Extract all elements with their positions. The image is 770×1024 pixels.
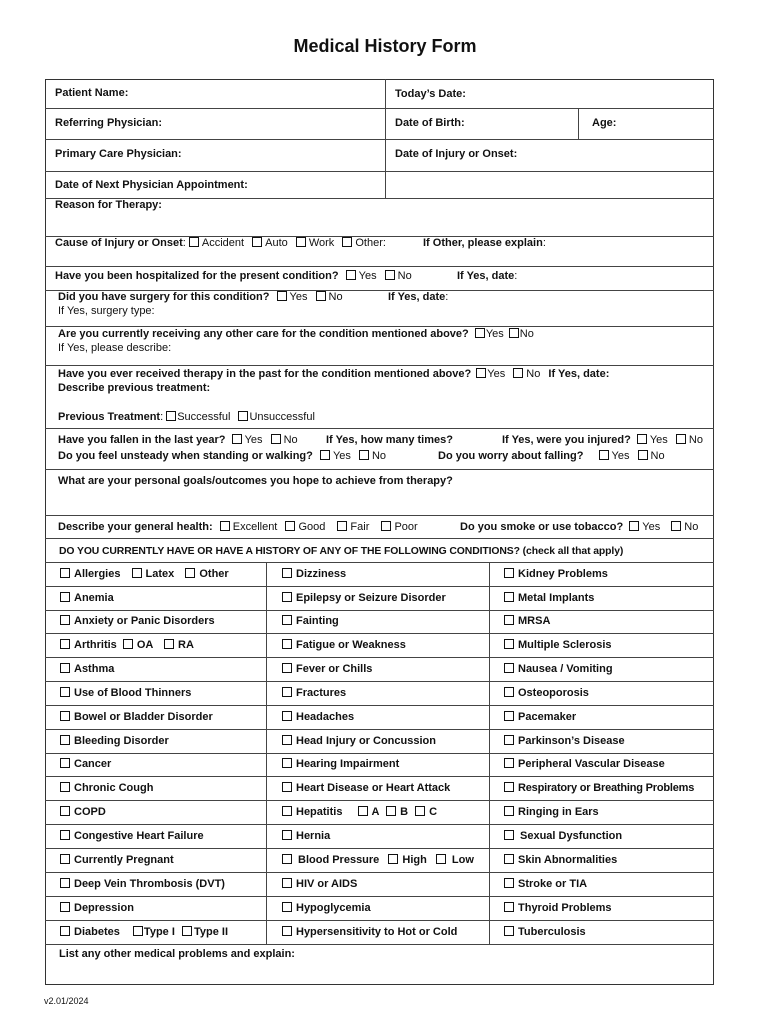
yes-label: Yes xyxy=(642,521,661,533)
hypoglycemia-checkbox[interactable] xyxy=(282,902,292,912)
condition-label: Parkinson’s Disease xyxy=(518,735,625,747)
divider xyxy=(45,896,714,897)
work-label: Work xyxy=(308,237,335,249)
copd-checkbox[interactable] xyxy=(60,806,70,816)
conditions-header: DO YOU CURRENTLY HAVE OR HAVE A HISTORY OF ANY OF THE FOLLOWING CONDITIONS? (check all that apply) xyxy=(59,546,624,557)
condition-depression xyxy=(60,902,134,915)
condition-nausea xyxy=(504,663,613,676)
condition-label: Use of Blood Thinners xyxy=(74,687,192,699)
other-care-row xyxy=(58,328,534,341)
injured-question: If Yes, were you injured? xyxy=(502,434,631,446)
auto-checkbox[interactable] xyxy=(252,237,262,247)
surgery-question: Did you have surgery for this condition? xyxy=(58,291,270,303)
yes-label: Yes xyxy=(244,434,263,446)
cause-label: Cause of Injury or Onset xyxy=(55,237,183,249)
condition-diabetes xyxy=(60,926,228,939)
hospitalized-yes-checkbox[interactable] xyxy=(346,270,356,280)
metal-implants-checkbox[interactable] xyxy=(504,592,514,602)
no-label: No xyxy=(526,368,541,380)
yes-label: Yes xyxy=(649,434,668,446)
headaches-checkbox[interactable] xyxy=(282,711,292,721)
ra-label: RA xyxy=(178,639,194,651)
condition-ms xyxy=(504,639,612,652)
kidney-checkbox[interactable] xyxy=(504,568,514,578)
smoke-row xyxy=(460,521,698,534)
mrsa-checkbox[interactable] xyxy=(504,615,514,625)
condition-respiratory xyxy=(504,782,694,795)
condition-label: Hypoglycemia xyxy=(296,902,371,914)
condition-epilepsy xyxy=(282,592,446,605)
goals-label: What are your personal goals/outcomes you hope to achieve from therapy? xyxy=(58,475,453,487)
condition-allergies xyxy=(60,568,229,581)
condition-kidney xyxy=(504,568,608,581)
allergies-other-checkbox[interactable] xyxy=(185,568,195,578)
bp-low-checkbox[interactable] xyxy=(436,854,446,864)
condition-hernia xyxy=(282,830,330,843)
condition-label: Fainting xyxy=(296,615,339,627)
divider xyxy=(45,824,714,825)
worry-yes-checkbox[interactable] xyxy=(599,450,609,460)
hospitalized-question: Have you been hospitalized for the present condition? xyxy=(55,270,339,282)
condition-label: Anxiety or Panic Disorders xyxy=(74,615,215,627)
injured-yes-checkbox[interactable] xyxy=(637,434,647,444)
other-care-no-checkbox[interactable] xyxy=(509,328,519,338)
condition-label: Diabetes xyxy=(74,926,120,938)
divider xyxy=(45,515,714,516)
fallen-row xyxy=(58,434,303,447)
no-label: No xyxy=(650,450,665,462)
next-appointment-label: Date of Next Physician Appointment: xyxy=(55,179,248,191)
head-injury-checkbox[interactable] xyxy=(282,735,292,745)
bowel-bladder-checkbox[interactable] xyxy=(60,711,70,721)
condition-stroke xyxy=(504,878,587,891)
condition-tuberculosis xyxy=(504,926,586,939)
fair-checkbox[interactable] xyxy=(337,521,347,531)
page-title: Medical History Form xyxy=(293,36,477,56)
yes-label: Yes xyxy=(332,450,351,462)
if-other-explain: If Other, please explain: xyxy=(423,237,546,249)
condition-label: Fractures xyxy=(296,687,347,699)
no-label: No xyxy=(519,328,534,340)
hospitalized-row xyxy=(55,270,417,283)
condition-parkinsons xyxy=(504,735,625,748)
condition-head-injury xyxy=(282,735,436,748)
latex-checkbox[interactable] xyxy=(132,568,142,578)
patient-name-label: Patient Name: xyxy=(55,87,129,99)
accident-checkbox[interactable] xyxy=(189,237,199,247)
surgery-date: If Yes, date: xyxy=(388,291,449,303)
condition-blood-thinners xyxy=(60,687,191,700)
hep-c-label: C xyxy=(429,806,438,818)
version-footer: v2.01/2024 xyxy=(44,996,89,1006)
condition-asthma xyxy=(60,663,114,676)
general-health-label: Describe your general health: xyxy=(58,521,213,533)
no-label: No xyxy=(328,291,343,303)
unsteady-no-checkbox[interactable] xyxy=(359,450,369,460)
condition-pvd xyxy=(504,758,665,771)
divider xyxy=(45,108,714,109)
divider xyxy=(45,848,714,849)
heart-disease-checkbox[interactable] xyxy=(282,782,292,792)
oa-label: OA xyxy=(136,639,153,651)
epilepsy-checkbox[interactable] xyxy=(282,592,292,602)
bp-high-checkbox[interactable] xyxy=(388,854,398,864)
condition-chronic-cough xyxy=(60,782,153,795)
ra-checkbox[interactable] xyxy=(164,639,174,649)
condition-label: Hearing Impairment xyxy=(296,758,400,770)
condition-arthritis xyxy=(60,639,194,652)
tuberculosis-checkbox[interactable] xyxy=(504,926,514,936)
hepatitis-checkbox[interactable] xyxy=(282,806,292,816)
condition-label: Sexual Dysfunction xyxy=(520,830,623,842)
surgery-type-label: If Yes, surgery type: xyxy=(58,305,155,317)
primary-care-physician-label: Primary Care Physician: xyxy=(55,148,182,160)
divider xyxy=(45,562,714,563)
pregnant-checkbox[interactable] xyxy=(60,854,70,864)
hernia-checkbox[interactable] xyxy=(282,830,292,840)
condition-label: Respiratory or Breathing Problems xyxy=(518,782,695,794)
dizziness-checkbox[interactable] xyxy=(282,568,292,578)
no-label: No xyxy=(688,434,703,446)
bp-low-label: Low xyxy=(451,854,474,866)
divider xyxy=(45,776,714,777)
smoke-no-checkbox[interactable] xyxy=(671,521,681,531)
yes-label: Yes xyxy=(611,450,630,462)
divider xyxy=(45,538,714,539)
general-health-row xyxy=(58,521,418,534)
nausea-checkbox[interactable] xyxy=(504,663,514,673)
condition-label: Cancer xyxy=(74,758,112,770)
hep-c-checkbox[interactable] xyxy=(415,806,425,816)
hep-a-label: A xyxy=(371,806,380,818)
other-label: Other xyxy=(199,568,229,580)
date-of-injury-label: Date of Injury or Onset: xyxy=(395,148,518,160)
good-label: Good xyxy=(298,521,326,533)
auto-label: Auto xyxy=(265,237,288,249)
condition-label: Congestive Heart Failure xyxy=(74,830,204,842)
condition-label: Anemia xyxy=(74,592,114,604)
condition-label: COPD xyxy=(74,806,106,818)
condition-cancer xyxy=(60,758,111,771)
smoke-yes-checkbox[interactable] xyxy=(629,521,639,531)
divider xyxy=(45,266,714,267)
diabetes-checkbox[interactable] xyxy=(60,926,70,936)
divider xyxy=(45,657,714,658)
skin-checkbox[interactable] xyxy=(504,854,514,864)
condition-label: Dizziness xyxy=(296,568,347,580)
age-label: Age: xyxy=(592,117,617,129)
injured-no-checkbox[interactable] xyxy=(676,434,686,444)
previous-treatment-row: Previous Treatment: Successful Unsuccessful xyxy=(58,411,315,423)
depression-checkbox[interactable] xyxy=(60,902,70,912)
yes-label: Yes xyxy=(487,368,506,380)
condition-bleeding xyxy=(60,735,169,748)
excellent-label: Excellent xyxy=(232,521,278,533)
other-problems-label: List any other medical problems and explain: xyxy=(59,948,295,960)
past-therapy-question: Have you ever received therapy in the past for the condition mentioned above? xyxy=(58,368,472,380)
condition-mrsa xyxy=(504,615,550,628)
condition-label: Bowel or Bladder Disorder xyxy=(74,711,213,723)
condition-label: Allergies xyxy=(74,568,121,580)
condition-label: Thyroid Problems xyxy=(518,902,612,914)
divider xyxy=(45,469,714,470)
condition-label: Asthma xyxy=(74,663,115,675)
how-many-times: If Yes, how many times? xyxy=(326,434,453,446)
divider xyxy=(45,586,714,587)
divider xyxy=(45,681,714,682)
dvt-checkbox[interactable] xyxy=(60,878,70,888)
type-2-checkbox[interactable] xyxy=(182,926,192,936)
fallen-yes-checkbox[interactable] xyxy=(232,434,242,444)
condition-label: Stroke or TIA xyxy=(518,878,588,890)
unsteady-question: Do you feel unsteady when standing or walking? xyxy=(58,450,313,462)
worry-question: Do you worry about falling? xyxy=(438,450,584,462)
cause-of-injury-row: Cause of Injury or Onset: Accident Auto Work Other: xyxy=(55,237,386,249)
condition-label: Currently Pregnant xyxy=(74,854,174,866)
condition-osteoporosis xyxy=(504,687,589,700)
fatigue-checkbox[interactable] xyxy=(282,639,292,649)
condition-hypoglycemia xyxy=(282,902,371,915)
referring-physician-label: Referring Physician: xyxy=(55,117,162,129)
hearing-checkbox[interactable] xyxy=(282,758,292,768)
worry-row xyxy=(438,450,665,463)
other-label: Other: xyxy=(355,237,386,249)
condition-hearing xyxy=(282,758,399,771)
type-1-label: Type I xyxy=(143,926,175,938)
divider xyxy=(45,633,714,634)
unsuccessful-checkbox[interactable] xyxy=(238,411,248,421)
unsteady-yes-checkbox[interactable] xyxy=(320,450,330,460)
divider xyxy=(45,139,714,140)
condition-headaches xyxy=(282,711,354,724)
bleeding-checkbox[interactable] xyxy=(60,735,70,745)
hypersensitivity-checkbox[interactable] xyxy=(282,926,292,936)
condition-label: HIV or AIDS xyxy=(296,878,358,890)
fever-checkbox[interactable] xyxy=(282,663,292,673)
divider xyxy=(45,753,714,754)
anemia-checkbox[interactable] xyxy=(60,592,70,602)
unsuccessful-label: Unsuccessful xyxy=(249,411,315,423)
past-therapy-no-checkbox[interactable] xyxy=(513,368,523,378)
condition-label: Ringing in Ears xyxy=(518,806,599,818)
condition-dvt xyxy=(60,878,225,891)
thyroid-checkbox[interactable] xyxy=(504,902,514,912)
condition-label: Tuberculosis xyxy=(518,926,586,938)
condition-thyroid xyxy=(504,902,612,915)
ms-checkbox[interactable] xyxy=(504,639,514,649)
respiratory-checkbox[interactable] xyxy=(504,782,514,792)
divider xyxy=(45,171,714,172)
pacemaker-checkbox[interactable] xyxy=(504,711,514,721)
condition-label: Fatigue or Weakness xyxy=(296,639,406,651)
divider xyxy=(45,365,714,366)
bp-high-label: High xyxy=(402,854,427,866)
no-label: No xyxy=(397,270,412,282)
divider xyxy=(45,705,714,706)
osteoporosis-checkbox[interactable] xyxy=(504,687,514,697)
type-1-checkbox[interactable] xyxy=(133,926,143,936)
no-label: No xyxy=(283,434,298,446)
divider xyxy=(45,729,714,730)
parkinsons-checkbox[interactable] xyxy=(504,735,514,745)
condition-hiv xyxy=(282,878,357,891)
condition-label: Head Injury or Concussion xyxy=(296,735,436,747)
cancer-checkbox[interactable] xyxy=(60,758,70,768)
successful-checkbox[interactable] xyxy=(166,411,176,421)
chf-checkbox[interactable] xyxy=(60,830,70,840)
yes-label: Yes xyxy=(358,270,377,282)
other-care-yes-checkbox[interactable] xyxy=(475,328,485,338)
condition-anxiety xyxy=(60,615,215,628)
condition-label: Osteoporosis xyxy=(518,687,589,699)
condition-label: Headaches xyxy=(296,711,355,723)
surgery-yes-checkbox[interactable] xyxy=(277,291,287,301)
divider xyxy=(266,562,267,944)
hep-b-checkbox[interactable] xyxy=(386,806,396,816)
fallen-no-checkbox[interactable] xyxy=(271,434,281,444)
condition-label: Chronic Cough xyxy=(74,782,154,794)
fair-label: Fair xyxy=(350,521,370,533)
condition-dizziness xyxy=(282,568,346,581)
divider xyxy=(578,108,579,139)
injured-row xyxy=(502,434,703,447)
other-checkbox[interactable] xyxy=(342,237,352,247)
hiv-checkbox[interactable] xyxy=(282,878,292,888)
condition-label: Blood Pressure xyxy=(298,854,380,866)
condition-label: Skin Abnormalities xyxy=(518,854,618,866)
hospitalized-no-checkbox[interactable] xyxy=(385,270,395,280)
blood-thinners-checkbox[interactable] xyxy=(60,687,70,697)
past-therapy-yes-checkbox[interactable] xyxy=(476,368,486,378)
condition-label: Multiple Sclerosis xyxy=(518,639,612,651)
condition-heart-disease xyxy=(282,782,450,795)
divider xyxy=(45,610,714,611)
other-care-question: Are you currently receiving any other care for the condition mentioned above? xyxy=(58,328,469,340)
chronic-cough-checkbox[interactable] xyxy=(60,782,70,792)
divider xyxy=(45,428,714,429)
stroke-checkbox[interactable] xyxy=(504,878,514,888)
condition-label: Pacemaker xyxy=(518,711,577,723)
blood-pressure-checkbox[interactable] xyxy=(282,854,292,864)
yes-label: Yes xyxy=(289,291,308,303)
divider xyxy=(489,562,490,944)
fallen-question: Have you fallen in the last year? xyxy=(58,434,226,446)
condition-blood-pressure xyxy=(282,854,474,867)
condition-label: MRSA xyxy=(518,615,551,627)
past-therapy-row xyxy=(58,368,609,381)
anxiety-checkbox[interactable] xyxy=(60,615,70,625)
accident-label: Accident xyxy=(201,237,245,249)
divider xyxy=(45,944,714,945)
condition-pregnant xyxy=(60,854,174,867)
describe-previous-treatment: Describe previous treatment: xyxy=(58,382,211,394)
hospitalized-date: If Yes, date: xyxy=(457,270,518,282)
condition-label: Kidney Problems xyxy=(518,568,608,580)
work-checkbox[interactable] xyxy=(296,237,306,247)
fractures-checkbox[interactable] xyxy=(282,687,292,697)
other-care-describe: If Yes, please describe: xyxy=(58,342,172,354)
yes-label: Yes xyxy=(485,328,504,340)
condition-label: Hypersensitivity to Hot or Cold xyxy=(296,926,458,938)
condition-fainting xyxy=(282,615,339,628)
condition-copd xyxy=(60,806,106,819)
condition-chf xyxy=(60,830,204,843)
date-of-birth-label: Date of Birth: xyxy=(395,117,465,129)
poor-checkbox[interactable] xyxy=(381,521,391,531)
condition-label: Nausea / Vomiting xyxy=(518,663,613,675)
condition-label: Hepatitis xyxy=(296,806,343,818)
condition-fatigue xyxy=(282,639,406,652)
divider xyxy=(45,872,714,873)
divider xyxy=(45,800,714,801)
latex-label: Latex xyxy=(145,568,175,580)
excellent-checkbox[interactable] xyxy=(220,521,230,531)
condition-bowel-bladder xyxy=(60,711,213,724)
hep-b-label: B xyxy=(400,806,409,818)
divider xyxy=(45,326,714,327)
condition-label: Metal Implants xyxy=(518,592,595,604)
hep-a-checkbox[interactable] xyxy=(358,806,368,816)
divider xyxy=(385,79,386,198)
condition-label: Epilepsy or Seizure Disorder xyxy=(296,592,446,604)
oa-checkbox[interactable] xyxy=(123,639,133,649)
previous-treatment-label: Previous Treatment xyxy=(58,411,161,423)
condition-ringing-ears xyxy=(504,806,599,819)
condition-fever xyxy=(282,663,372,676)
condition-label: Bleeding Disorder xyxy=(74,735,169,747)
divider xyxy=(45,920,714,921)
condition-hypersensitivity xyxy=(282,926,457,939)
condition-anemia xyxy=(60,592,114,605)
condition-label: Fever or Chills xyxy=(296,663,373,675)
condition-metal-implants xyxy=(504,592,594,605)
surgery-row xyxy=(58,291,348,304)
type-2-label: Type II xyxy=(193,926,228,938)
condition-label: Heart Disease or Heart Attack xyxy=(296,782,451,794)
fainting-checkbox[interactable] xyxy=(282,615,292,625)
condition-label: Deep Vein Thrombosis (DVT) xyxy=(74,878,225,890)
pvd-checkbox[interactable] xyxy=(504,758,514,768)
condition-skin xyxy=(504,854,617,867)
condition-label: Arthritis xyxy=(74,639,117,651)
condition-pacemaker xyxy=(504,711,576,724)
asthma-checkbox[interactable] xyxy=(60,663,70,673)
todays-date-label: Today’s Date: xyxy=(395,88,466,100)
worry-no-checkbox[interactable] xyxy=(638,450,648,460)
condition-label: Depression xyxy=(74,902,134,914)
no-label: No xyxy=(684,521,699,533)
ringing-ears-checkbox[interactable] xyxy=(504,806,514,816)
no-label: No xyxy=(371,450,387,462)
sexual-dysfunction-checkbox[interactable] xyxy=(504,830,514,840)
past-therapy-date: If Yes, date: xyxy=(548,368,610,380)
arthritis-checkbox[interactable] xyxy=(60,639,70,649)
unsteady-row xyxy=(58,450,386,463)
condition-label: Hernia xyxy=(296,830,331,842)
allergies-checkbox[interactable] xyxy=(60,568,70,578)
condition-fractures xyxy=(282,687,346,700)
condition-sexual-dysfunction xyxy=(504,830,622,843)
surgery-no-checkbox[interactable] xyxy=(316,291,326,301)
reason-for-therapy-label: Reason for Therapy: xyxy=(55,199,162,211)
condition-label: Peripheral Vascular Disease xyxy=(518,758,665,770)
smoke-question: Do you smoke or use tobacco? xyxy=(460,521,624,533)
successful-label: Successful xyxy=(177,411,231,423)
good-checkbox[interactable] xyxy=(285,521,295,531)
condition-hepatitis xyxy=(282,806,437,819)
poor-label: Poor xyxy=(394,521,418,533)
